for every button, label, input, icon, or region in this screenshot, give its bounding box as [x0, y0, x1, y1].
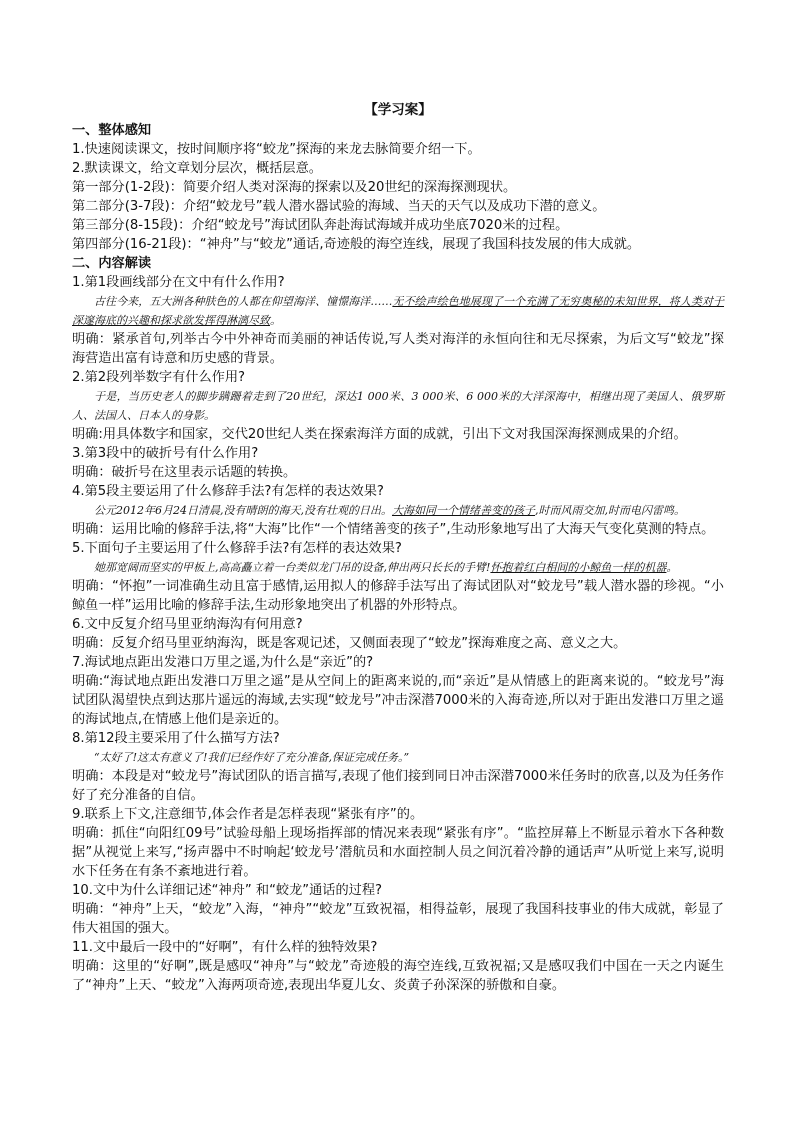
quote-2: 于是，当历史老人的脚步蹒跚着走到了20世纪，深达1 000米、3 000米、6 000米的大洋深海中，相继出现了美国人、俄罗斯人、法国人、日本人的身影。 [72, 390, 724, 422]
page-title: 【学习案】 [364, 102, 432, 118]
overall-task-1: 1.快速阅读课文，按时间顺序将“蛟龙”探海的来龙去脉简要介绍一下。 [72, 142, 481, 157]
answer-3: 明确：破折号在这里表示话题的转换。 [72, 465, 297, 480]
study-worksheet [72, 101, 724, 995]
answer-10: 明确：“神舟”上天，“蛟龙”入海，“神舟”“蛟龙”互致祝福，相得益彰，展现了我国科技事业的伟大成就，彰显了伟大祖国的强大。 [72, 902, 724, 936]
quote-8: “太好了!这太有意义了!我们已经作好了充分准备,保证完成任务。” [94, 751, 410, 764]
quote-5-end: 。 [666, 561, 678, 574]
question-2: 2.第2段列举数字有什么作用? [72, 370, 246, 385]
part-1-summary: 第一部分(1-2段)：简要介绍人类对深海的探索以及20世纪的深海探测现状。 [72, 180, 517, 195]
question-3: 3.第3段中的破折号有什么作用? [72, 446, 259, 461]
quote-5 [72, 558, 724, 577]
overall-task-2: 2.默读课文，给文章划分层次，概括层意。 [72, 161, 322, 176]
quote-4-underlined: 大海如同一个情绪善变的孩子 [391, 504, 535, 517]
question-6: 6.文中反复介绍马里亚纳海沟有何用意? [72, 617, 303, 632]
answer-11: 明确：这里的“好啊”,既是感叹“神舟”与“蛟龙”奇迹般的海空连线,互致祝福;又是感叹我们中国在一天之内诞生了“神舟”上天、“蛟龙”入海两项奇迹,表现出华夏儿女、炎黄子孙深深的骄傲和自豪。 [72, 959, 724, 993]
question-7: 7.海试地点距出发港口万里之遥,为什么是“亲近”的? [72, 655, 374, 670]
quote-1-text: 古往今来，五大洲各种肤色的人都在仰望海洋、憧憬海洋…… [94, 295, 393, 308]
quote-5-text: 她那宽阔而坚实的甲板上,高高矗立着一台类似龙门吊的设备,伸出两只长长的手臂! [94, 561, 491, 574]
answer-4: 明确：运用比喻的修辞手法,将“大海”比作“一个情绪善变的孩子”,生动形象地写出了大海天气变化莫测的特点。 [72, 522, 715, 537]
answer-7: 明确:“海试地点距出发港口万里之遥”是从空间上的距离来说的,而“亲近”是从情感上的距离来说的。“蛟龙号”海试团队渴望快点到达那片遥远的海域,去实现“蛟龙号”冲击深潜7000米的入海奇迹,所以对于距出发港口万里之遥的海试地点,在情感上他们是亲近的。 [72, 674, 724, 727]
answer-5: 明确：“怀抱”一词准确生动且富于感情,运用拟人的修辞手法写出了海试团队对“蛟龙号”载人潜水器的珍视。“小鲸鱼一样”运用比喻的修辞手法,生动形象地突出了机器的外形特点。 [72, 579, 724, 613]
quote-1-underlined: 无不绘声绘色地展现了一个充满了无穷奥秘的未知世界，将人类对于深邃海底的兴趣和探求欲发挥得淋漓尽致 [72, 295, 725, 327]
question-10: 10.文中为什么详细记述“神舟” 和“蛟龙”通话的过程? [72, 883, 383, 898]
quote-4 [72, 501, 724, 520]
part-3-summary: 第三部分(8-15段)：介绍“蛟龙号”海试团队奔赴海试海域并成功坐底7020米的过程。 [72, 218, 569, 233]
quote-5-underlined: 怀抱着红白相间的小鲸鱼一样的机器 [490, 561, 667, 574]
section-heading-content: 二、内容解读 [72, 256, 152, 271]
section-heading-overall: 一、整体感知 [72, 123, 152, 138]
question-11: 11.文中最后一段中的“好啊”，有什么样的独特效果? [72, 940, 378, 955]
quote-4-end: ,时而风雨交加,时而电闪雷鸣。 [534, 504, 685, 517]
question-9: 9.联系上下文,注意细节,体会作者是怎样表现“紧张有序”的。 [72, 807, 424, 822]
answer-9: 明确：抓住“向阳红09号”试验母船上现场指挥部的情况来表现“紧张有序”。“监控屏幕上不断显示着水下各种数据”从视觉上来写,“扬声器中不时响起‘蛟龙号’潜航员和水面控制人员之间沉着冷静的通话声”从听觉上来写,说明水下任务在有条不紊地进行着。 [72, 826, 724, 879]
quote-1-end: 。 [270, 314, 281, 327]
question-4: 4.第5段主要运用了什么修辞手法?有怎样的表达效果? [72, 484, 384, 499]
question-8: 8.第12段主要采用了什么描写方法? [72, 731, 280, 746]
answer-2: 明确:用具体数字和国家，交代20世纪人类在探索海洋方面的成就，引出下文对我国深海探测成果的介绍。 [72, 427, 687, 442]
part-2-summary: 第二部分(3-7段)：介绍“蛟龙号”载人潜水器试验的海域、当天的天气以及成功下潜的意义。 [72, 199, 606, 214]
quote-4-text: 公元2012年6月24日清晨,没有晴朗的海天,没有壮观的日出。 [94, 504, 392, 517]
part-4-summary: 第四部分(16-21段)：“神舟”与“蛟龙”通话,奇迹般的海空连线，展现了我国科技发展的伟大成就。 [72, 237, 641, 252]
question-1: 1.第1段画线部分在文中有什么作用? [72, 275, 285, 290]
answer-8: 明确：本段是对“蛟龙号”海试团队的语言描写,表现了他们接到同日冲击深潜7000米任务时的欣喜,以及为任务作好了充分准备的自信。 [72, 769, 724, 803]
quote-1 [72, 292, 724, 330]
answer-6: 明确：反复介绍马里亚纳海沟，既是客观记述，又侧面表现了“蛟龙”探海难度之高、意义之大。 [72, 636, 627, 651]
answer-1: 明确：紧承首句,列举古今中外神奇而美丽的神话传说,写人类对海洋的永恒向往和无尽探索，为后文写“蛟龙”探海营造出富有诗意和历史感的背景。 [72, 332, 724, 366]
question-5: 5.下面句子主要运用了什么修辞手法?有怎样的表达效果? [72, 541, 402, 556]
